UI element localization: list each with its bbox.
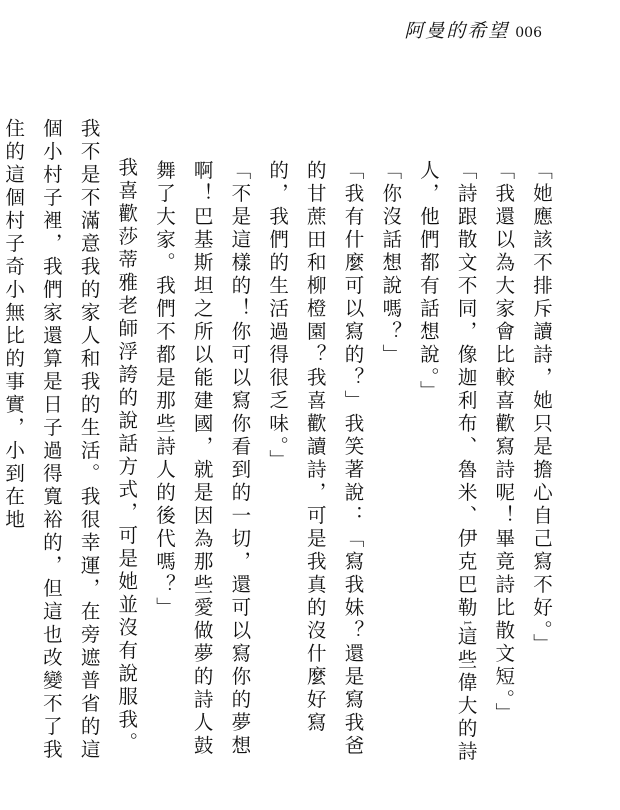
paragraph-text: 我喜歡莎蒂雅老師浮誇的說話方式，可是她並沒有說服我。我不是不滿意我的家人和我的生活。我很幸運，在旁遮普省的這個小村子裡，我們家還算是日子過得寬裕的，但這也改變不了我住的這個村子奇小無比的事實，小到在地 [2, 118, 139, 762]
paragraph-text: 「不是這樣的！你可以寫你看到的一切，還可以寫你的夢想啊！巴基斯坦之所以能建國，就是因為那些愛做夢的詩人鼓舞了大家。我們不都是那些詩人的後代嗎？」 [152, 160, 252, 758]
paragraph-text: 「她應該不排斥讀詩，她只是擔心自己寫不好。」 [530, 160, 553, 657]
paragraph [0, 118, 145, 768]
paragraph-text: 「我還以為大家會比較喜歡寫詩呢！畢竟詩比散文短。」 [492, 160, 516, 726]
paragraph-text: 「詩跟散文不同，像迦利布、魯米、伊克巴勒 [454, 160, 478, 620]
paragraph [485, 118, 523, 768]
paragraph [409, 118, 484, 768]
paragraph [371, 118, 409, 768]
paragraph [522, 118, 560, 768]
page-number: 006 [515, 25, 542, 41]
paragraph-text: 「你沒話想說嗎？」 [379, 160, 403, 367]
book-title: 阿曼的希望 [404, 20, 510, 42]
paragraph [145, 118, 258, 768]
paragraph-text: 「我有什麼可以寫的？」我笑著說：「寫我妹？還是寫我爸的甘蔗田和柳橙園？我喜歡讀詩，可是我真的沒什麼好寫的，我們的生活過得很乏味。」 [266, 160, 365, 758]
footnote-marker[interactable]: 1 [461, 620, 472, 626]
running-header [404, 16, 542, 43]
body-text [2, 118, 560, 768]
paragraph [258, 118, 371, 768]
paragraph-text: 這些偉大的詩人，他們都有話想說。」 [416, 160, 478, 764]
